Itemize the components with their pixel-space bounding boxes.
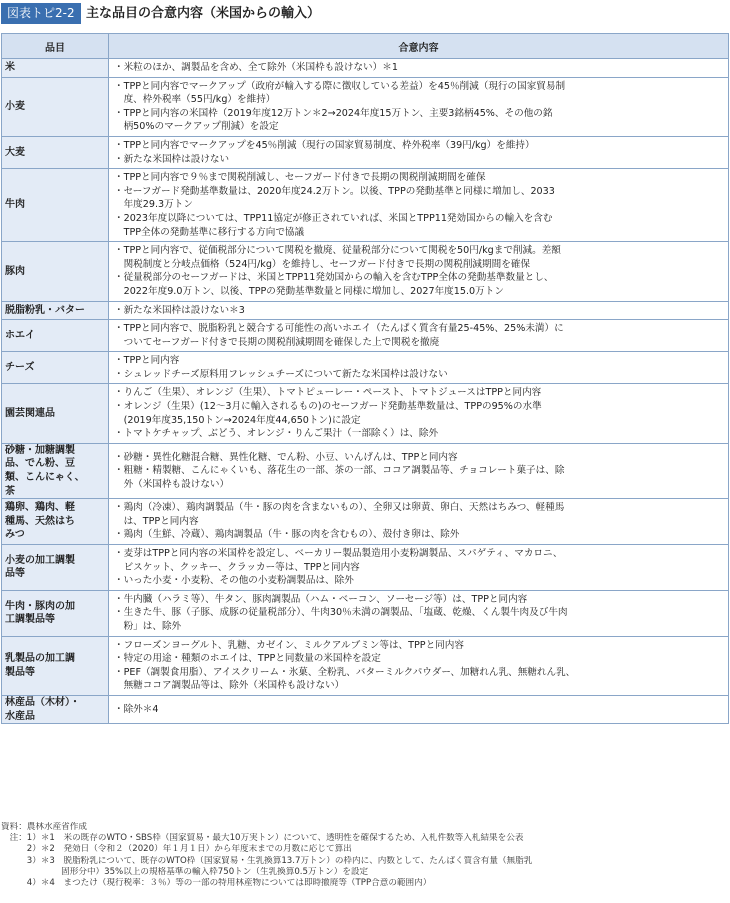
agreement-table bbox=[1, 33, 729, 724]
item-label: みつ bbox=[5, 529, 25, 541]
content-line: ・新たな米国枠は設けない＊3 bbox=[114, 304, 245, 316]
item-cell bbox=[2, 443, 109, 498]
content-line: ・新たな米国枠は設けない bbox=[114, 153, 230, 165]
figure-title: 主な品目の合意内容（米国からの輸入） bbox=[86, 6, 321, 21]
item-label: 水産品 bbox=[5, 710, 35, 722]
item-label: 品、でん粉、豆 bbox=[5, 458, 75, 470]
content-line: 粉」は、除外 bbox=[114, 620, 182, 632]
content-line: ・2023年度以降については、TPP11協定が修正されていれば、米国とTPP11発効国からの輸入を含む bbox=[114, 212, 553, 224]
item-cell bbox=[2, 352, 109, 384]
content-line: ・牛内臓（ハラミ等）、牛タン、豚肉調製品（ハム・ベーコン、ソーセージ等）は、TPPと同内容 bbox=[114, 593, 528, 605]
content-line: ・除外＊4 bbox=[114, 703, 159, 715]
content-line: ・トマトケチャップ、ぶどう、オレンジ・りんご果汁（一部除く）は、除外 bbox=[114, 428, 439, 440]
table-row bbox=[2, 384, 729, 443]
content-line: は、TPPと同内容 bbox=[114, 515, 199, 527]
content-line: ・TPPと同内容の米国枠（2019年度12万トン＊2→2024年度15万トン、主要3銘柄45%、その他の銘 bbox=[114, 107, 553, 119]
table-row bbox=[2, 242, 729, 301]
item-cell bbox=[2, 384, 109, 443]
content-line: ・TPPと同内容で９％まで関税削減し、セーフガード付きで長期の関税削減期間を確保 bbox=[114, 172, 486, 184]
table-row bbox=[2, 590, 729, 636]
content-line: 度、枠外税率（55円/kg）を維持） bbox=[114, 94, 276, 106]
footnote: 固形分中）35%以上の規格基準の輸入枠750トン（生乳換算0.5万トン）を設定 bbox=[1, 866, 369, 877]
table-header-row bbox=[2, 34, 729, 59]
content-line: 関税制度と分岐点価格（524円/kg）を維持し、セーフガード付きで長期の関税削減期間を確保 bbox=[114, 258, 530, 270]
item-label: 製品等 bbox=[5, 666, 35, 678]
figure-badge: 図表トピ2-2 bbox=[1, 3, 81, 24]
content-cell bbox=[109, 352, 729, 384]
item-cell bbox=[2, 320, 109, 352]
item-label: 豚肉 bbox=[5, 265, 25, 277]
item-label: 林産品（木材）・ bbox=[5, 696, 80, 708]
figure-header bbox=[0, 0, 730, 26]
item-cell bbox=[2, 545, 109, 591]
content-line: ・セーフガード発動基準数量は、2020年度24.2万トン。以後、TPPの発動基準と同様に増加し、2033 bbox=[114, 185, 555, 197]
content-line: 無糖ココア調製品等は、除外（米国枠も設けない） bbox=[114, 680, 345, 692]
content-line: ・TPPと同内容でマークアップ（政府が輸入する際に徴収している差益）を45％削減（現行の国家貿易制 bbox=[114, 80, 566, 92]
content-cell bbox=[109, 590, 729, 636]
footnote: 注：1）＊1 米の既存のWTO・SBS枠（国家貿易・最大10万実トン）について、透明性を確保するため、入札件数等入札結果を公表 bbox=[1, 833, 524, 844]
content-cell bbox=[109, 301, 729, 320]
content-line: ・シュレッドチーズ原料用フレッシュチーズについて新たな米国枠は設けない bbox=[114, 368, 448, 380]
source-note: 資料：農林水産省作成 bbox=[1, 822, 87, 832]
content-line: ・特定の用途・種類のホエイは、TPPと同数量の米国枠を設定 bbox=[114, 653, 381, 665]
content-line: TPP全体の発動基準に移行する方向で協議 bbox=[114, 226, 305, 238]
content-line: ・TPPと同内容 bbox=[114, 355, 180, 367]
content-line: ・TPPと同内容で、脱脂粉乳と競合する可能性の高いホエイ（たんぱく質含有量25-45%、25%未満）に bbox=[114, 323, 564, 335]
content-line: ・麦芽はTPPと同内容の米国枠を設定し、ベーカリー製品製造用小麦粉調製品、スパゲティ、マカロニ、 bbox=[114, 548, 563, 559]
content-cell bbox=[109, 59, 729, 78]
content-line: ・TPPと同内容で、従価税部分について関税を撤廃、従量税部分について関税を50円/kgまで削減。差額 bbox=[114, 245, 561, 257]
table-row bbox=[2, 545, 729, 591]
content-cell bbox=[109, 636, 729, 695]
item-cell bbox=[2, 636, 109, 695]
item-cell bbox=[2, 169, 109, 242]
content-line: ・いった小麦・小麦粉、その他の小麦粉調製品は、除外 bbox=[114, 575, 354, 587]
item-label: 種馬、天然はち bbox=[5, 515, 75, 527]
table-row bbox=[2, 443, 729, 498]
content-cell bbox=[109, 443, 729, 498]
content-line: ・生きた牛、豚（子豚、成豚の従量税部分）、牛肉30％未満の調製品、「塩蔵、乾燥、くん製牛肉及び牛肉 bbox=[114, 607, 568, 619]
item-label: 鶏卵、鶏肉、軽 bbox=[5, 502, 75, 514]
table-row bbox=[2, 636, 729, 695]
item-label: 脱脂粉乳・バター bbox=[5, 304, 85, 316]
content-line: ・従量税部分のセーフガードは、米国とTPP11発効国からの輸入を含むTPP全体の発動基準数量とし、 bbox=[114, 272, 554, 284]
content-cell bbox=[109, 242, 729, 301]
content-line: ・鶏肉（冷凍）、鶏肉調製品（牛・豚の肉を含まないもの）、全卵又は卵黄、卵白、天然はちみつ、軽種馬 bbox=[114, 502, 565, 514]
item-label: チーズ bbox=[5, 362, 35, 374]
table-row bbox=[2, 59, 729, 78]
item-label: 牛肉・豚肉の加 bbox=[5, 600, 75, 612]
content-line: 2022年度9.0万トン、以後、TPPの発動基準数量と同様に増加し、2027年度15.0万トン bbox=[114, 285, 504, 297]
content-line: ・りんご（生果）、オレンジ（生果）、トマトピューレー・ペースト、トマトジュースはTPPと同内容 bbox=[114, 387, 542, 399]
item-cell bbox=[2, 499, 109, 545]
column-header-content: 合意内容 bbox=[109, 34, 729, 59]
content-line: ・米粒のほか、調製品を含め、全て除外（米国枠も設けない）＊1 bbox=[114, 62, 398, 73]
content-cell bbox=[109, 136, 729, 168]
content-line: ビスケット、クッキー、クラッカー等は、TPPと同内容 bbox=[114, 561, 360, 573]
content-line: ・粗糖・精製糖、こんにゃくいも、落花生の一部、茶の一部、ココア調製品等、チョコレート菓子は、除 bbox=[114, 465, 565, 477]
item-label: 米 bbox=[5, 62, 15, 73]
content-cell bbox=[109, 384, 729, 443]
table-body bbox=[2, 59, 729, 724]
item-label: 砂糖・加糖調製 bbox=[5, 444, 75, 456]
item-label: ホエイ bbox=[5, 329, 35, 341]
table-row bbox=[2, 301, 729, 320]
content-line: ・PEF（調製食用脂）、アイスクリーム・氷菓、全粉乳、バターミルクパウダー、加糖れん乳、無糖れん乳、 bbox=[114, 666, 576, 678]
content-line: (2019年度35,150トン→2024年度44,650トン)に設定 bbox=[114, 414, 361, 426]
table-row bbox=[2, 352, 729, 384]
footnote: 4）＊4 まつたけ（現行税率：３％）等の一部の特用林産物については即時撤廃等（TPP合意の範囲内） bbox=[1, 878, 432, 889]
table-row bbox=[2, 499, 729, 545]
item-cell bbox=[2, 77, 109, 136]
footnote: 3）＊3 脱脂粉乳について、既存のWTO枠（国家貿易・生乳換算13.7万トン）の枠内に、内数として、たんぱく質含有量（無脂乳 bbox=[1, 855, 533, 866]
content-cell bbox=[109, 499, 729, 545]
content-line: ・オレンジ（生果）(12～3月に輸入されるもの)のセーフガード発動基準数量は、TPPの95%の水準 bbox=[114, 401, 542, 413]
item-label: 品等 bbox=[5, 568, 25, 580]
item-cell bbox=[2, 301, 109, 320]
item-label: 茶 bbox=[5, 485, 15, 497]
notes-section bbox=[1, 822, 727, 889]
item-label: 大麦 bbox=[5, 146, 25, 158]
item-label: 園芸関連品 bbox=[5, 407, 55, 419]
item-label: 牛肉 bbox=[5, 199, 25, 211]
content-line: ついてセーフガード付きで長期の関税削減期間を確保した上で関税を撤廃 bbox=[114, 336, 440, 348]
item-cell bbox=[2, 695, 109, 723]
content-cell bbox=[109, 169, 729, 242]
table-row bbox=[2, 169, 729, 242]
content-line: 柄50%のマークアップ削減）を設定 bbox=[114, 121, 279, 133]
table-row bbox=[2, 695, 729, 723]
column-header-item: 品目 bbox=[2, 34, 109, 59]
content-line: ・フローズンヨーグルト、乳糖、カゼイン、ミルクアルブミン等は、TPPと同内容 bbox=[114, 639, 464, 651]
content-cell bbox=[109, 320, 729, 352]
content-line: ・TPPと同内容でマークアップを45％削減（現行の国家貿易制度、枠外税率（39円/kg）を維持） bbox=[114, 139, 535, 151]
item-label: 乳製品の加工調 bbox=[5, 653, 75, 665]
content-line: ・砂糖・異性化糖混合糖、異性化糖、でん粉、小豆、いんげんは、TPPと同内容 bbox=[114, 451, 458, 463]
table-row bbox=[2, 77, 729, 136]
content-line: ・鶏肉（生鮮、冷蔵）、鶏肉調製品（牛・豚の肉を含むもの）、殻付き卵は、除外 bbox=[114, 529, 460, 541]
content-cell bbox=[109, 695, 729, 723]
item-cell bbox=[2, 59, 109, 78]
content-cell bbox=[109, 77, 729, 136]
content-cell bbox=[109, 545, 729, 591]
item-label: 類、こんにゃく、 bbox=[5, 472, 85, 484]
item-label: 工調製品等 bbox=[5, 614, 55, 626]
footnote: 2）＊2 発効日（令和２（2020）年１月１日）から年度末までの月数に応じて算出 bbox=[1, 844, 352, 855]
item-cell bbox=[2, 136, 109, 168]
table-row bbox=[2, 136, 729, 168]
content-line: 年度29.3万トン bbox=[114, 199, 193, 211]
item-cell bbox=[2, 242, 109, 301]
item-cell bbox=[2, 590, 109, 636]
table-row bbox=[2, 320, 729, 352]
item-label: 小麦の加工調製 bbox=[5, 554, 75, 566]
content-line: 外（米国枠も設けない） bbox=[114, 478, 230, 490]
item-label: 小麦 bbox=[5, 100, 25, 112]
